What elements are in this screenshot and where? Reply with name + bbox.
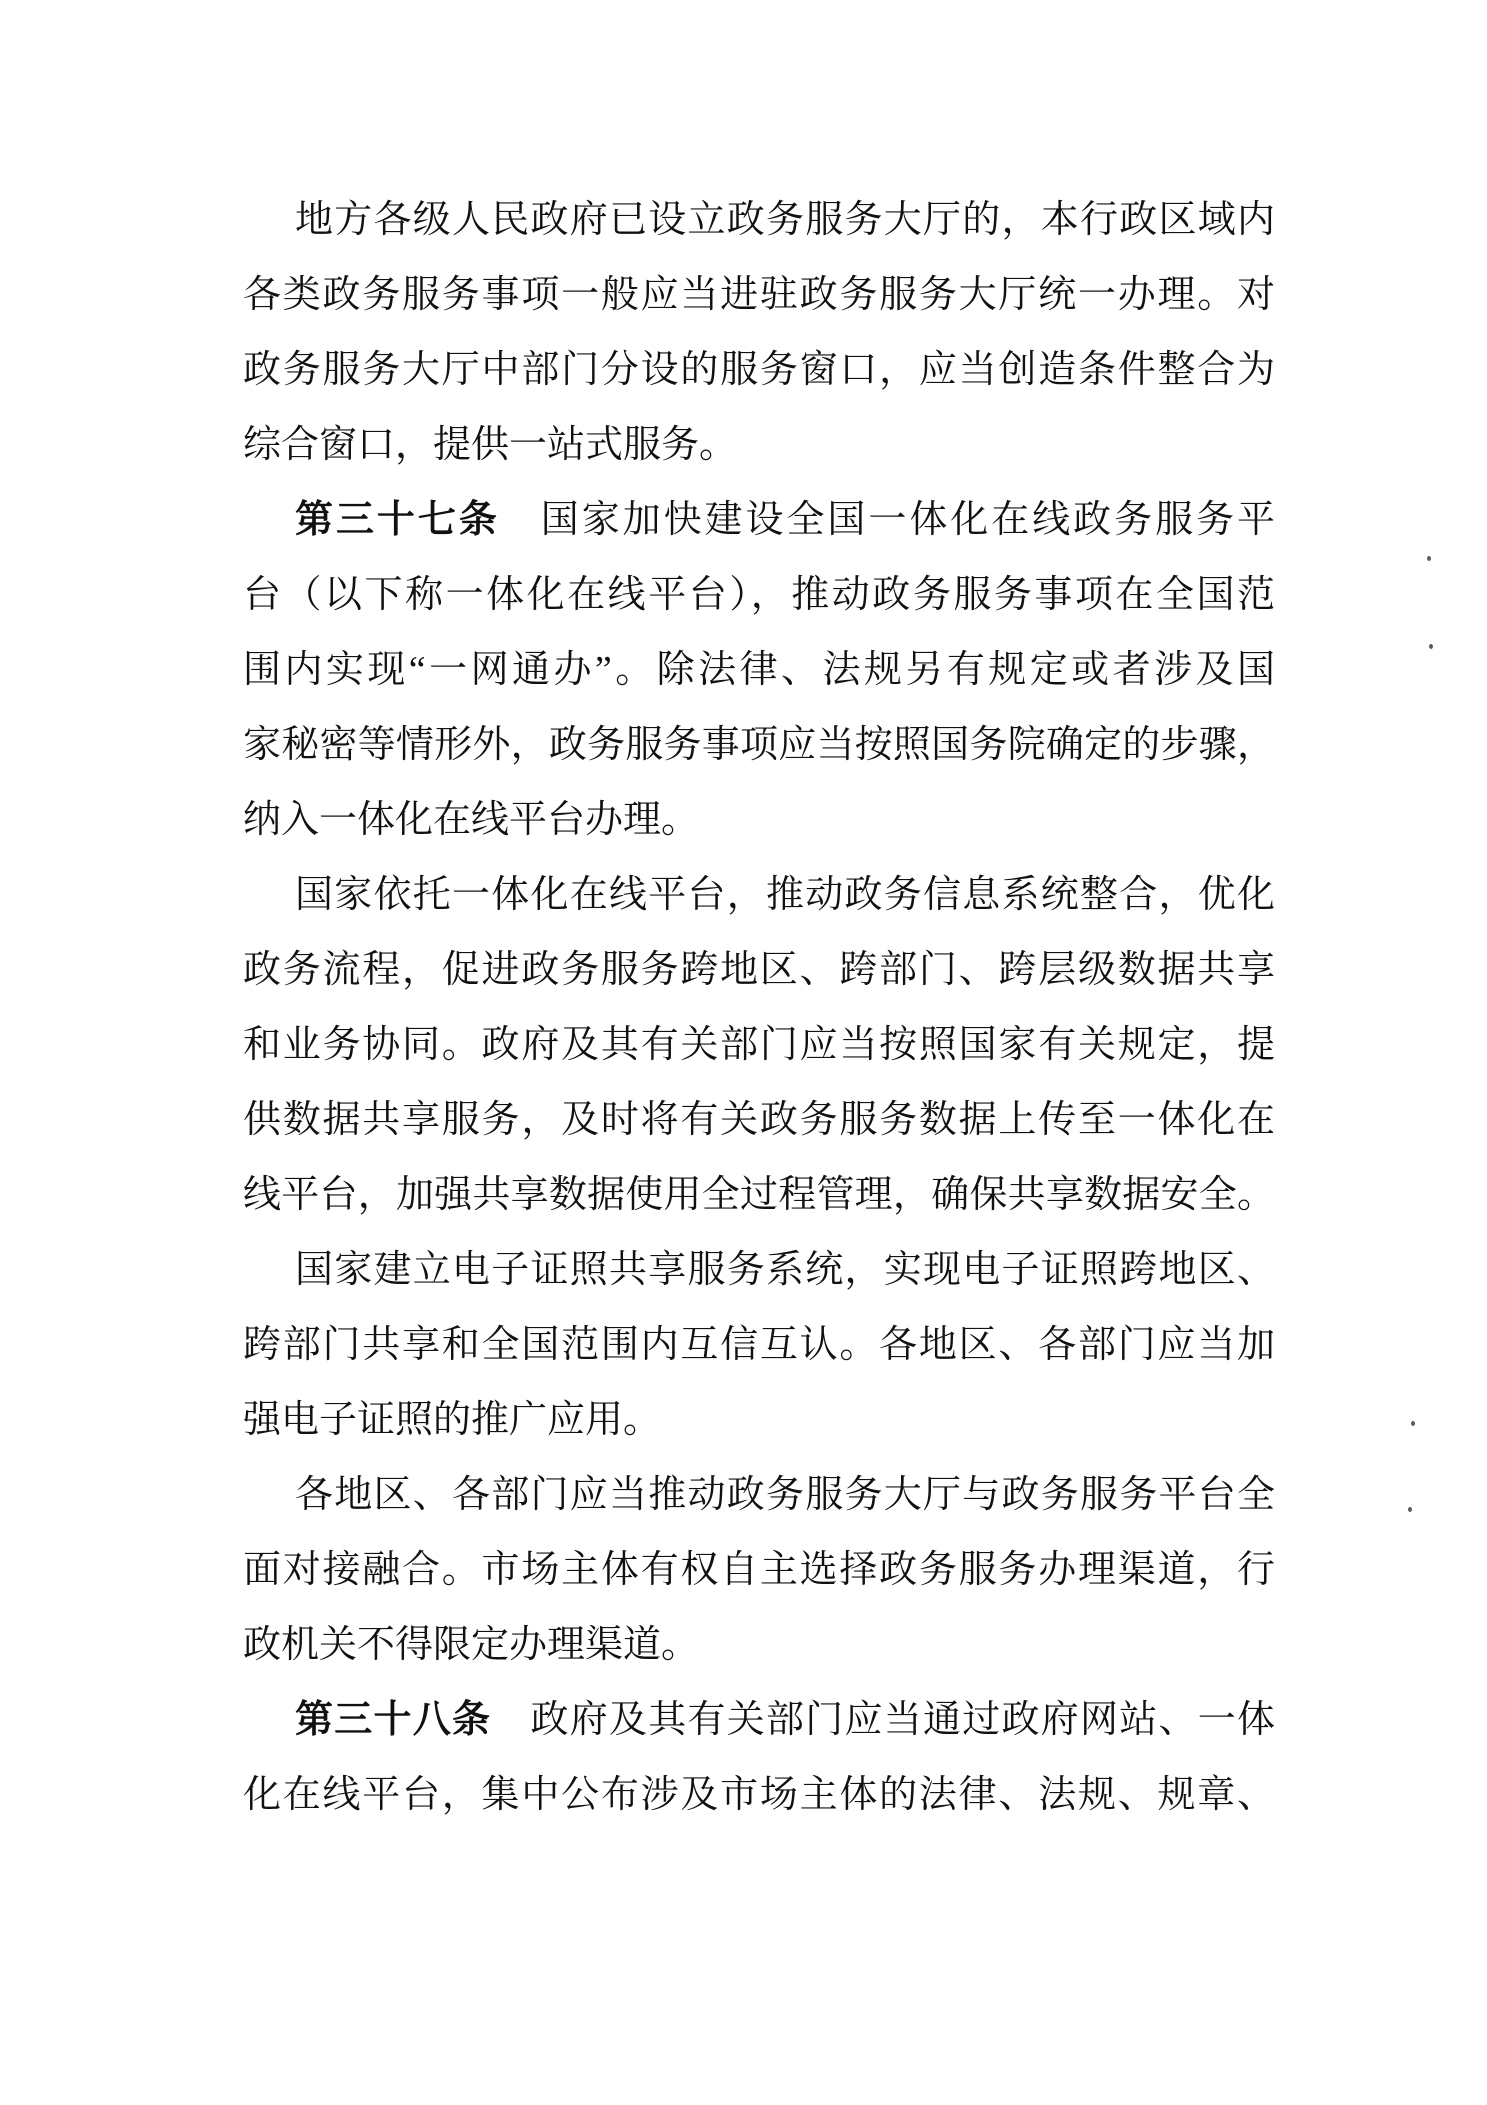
text-segment: 面对接融合。市场主体有权自主选择政务服务办理渠道，行 bbox=[243, 1549, 1275, 1591]
text-line-16 bbox=[243, 1308, 1275, 1383]
text-line-12 bbox=[243, 1008, 1275, 1083]
text-line-5 bbox=[243, 483, 1275, 558]
text-segment: 台（以下称一体化在线平台），推动政务服务事项在全国范 bbox=[243, 574, 1275, 616]
article-number: 第三十七条 bbox=[295, 499, 500, 541]
scan-speck bbox=[1427, 556, 1431, 561]
text-segment: 政务流程，促进政务服务跨地区、跨部门、跨层级数据共享 bbox=[243, 949, 1275, 991]
text-segment: 线平台，加强共享数据使用全过程管理，确保共享数据安全。 bbox=[243, 1174, 1275, 1216]
text-segment: 家秘密等情形外，政务服务事项应当按照国务院确定的步骤， bbox=[243, 724, 1275, 766]
text-segment: 化在线平台，集中公布涉及市场主体的法律、法规、规章、 bbox=[243, 1774, 1275, 1816]
text-segment: 和业务协同。政府及其有关部门应当按照国家有关规定，提 bbox=[243, 1024, 1275, 1066]
text-segment: 综合窗口，提供一站式服务。 bbox=[243, 424, 738, 466]
text-line-8 bbox=[243, 708, 1275, 783]
text-line-20 bbox=[243, 1608, 1275, 1683]
text-segment: 国家建立电子证照共享服务系统，实现电子证照跨地区、 bbox=[295, 1249, 1275, 1291]
text-line-11 bbox=[243, 933, 1275, 1008]
text-line-17 bbox=[243, 1383, 1275, 1458]
text-line-6 bbox=[243, 558, 1275, 633]
text-line-7 bbox=[243, 633, 1275, 708]
text-segment: 供数据共享服务，及时将有关政务服务数据上传至一体化在 bbox=[243, 1099, 1275, 1141]
text-line-18 bbox=[243, 1458, 1275, 1533]
text-line-22 bbox=[243, 1758, 1275, 1833]
text-segment: 政务服务大厅中部门分设的服务窗口，应当创造条件整合为 bbox=[243, 349, 1275, 391]
text-segment: 纳入一体化在线平台办理。 bbox=[243, 799, 700, 841]
text-line-3 bbox=[243, 333, 1275, 408]
text-line-19 bbox=[243, 1533, 1275, 1608]
text-line-14 bbox=[243, 1158, 1275, 1233]
text-line-2 bbox=[243, 258, 1275, 333]
text-segment: 各地区、各部门应当推动政务服务大厅与政务服务平台全 bbox=[295, 1474, 1275, 1516]
text-line-4 bbox=[243, 408, 1275, 483]
article-number: 第三十八条 bbox=[295, 1699, 492, 1741]
scan-speck bbox=[1408, 1507, 1412, 1512]
text-segment: 地方各级人民政府已设立政务服务大厅的，本行政区域内 bbox=[295, 199, 1275, 241]
text-segment: 国家依托一体化在线平台，推动政务信息系统整合，优化 bbox=[295, 874, 1275, 916]
text-line-13 bbox=[243, 1083, 1275, 1158]
text-segment: 跨部门共享和全国范围内互信互认。各地区、各部门应当加 bbox=[243, 1324, 1275, 1366]
text-segment: 政机关不得限定办理渠道。 bbox=[243, 1624, 700, 1666]
text-segment: 国家加快建设全国一体化在线政务服务平 bbox=[499, 499, 1275, 541]
scan-speck bbox=[1429, 644, 1433, 649]
document-text bbox=[243, 183, 1275, 1833]
text-segment: 各类政务服务事项一般应当进驻政务服务大厅统一办理。对 bbox=[243, 274, 1275, 316]
text-line-21 bbox=[243, 1683, 1275, 1758]
text-segment: 政府及其有关部门应当通过政府网站、一体 bbox=[491, 1699, 1275, 1741]
text-line-10 bbox=[243, 858, 1275, 933]
text-segment: 强电子证照的推广应用。 bbox=[243, 1399, 662, 1441]
text-line-9 bbox=[243, 783, 1275, 858]
text-segment: 围内实现“一网通办”。除法律、法规另有规定或者涉及国 bbox=[243, 649, 1275, 691]
text-line-15 bbox=[243, 1233, 1275, 1308]
scan-speck bbox=[1411, 1421, 1415, 1426]
text-line-1 bbox=[243, 183, 1275, 258]
